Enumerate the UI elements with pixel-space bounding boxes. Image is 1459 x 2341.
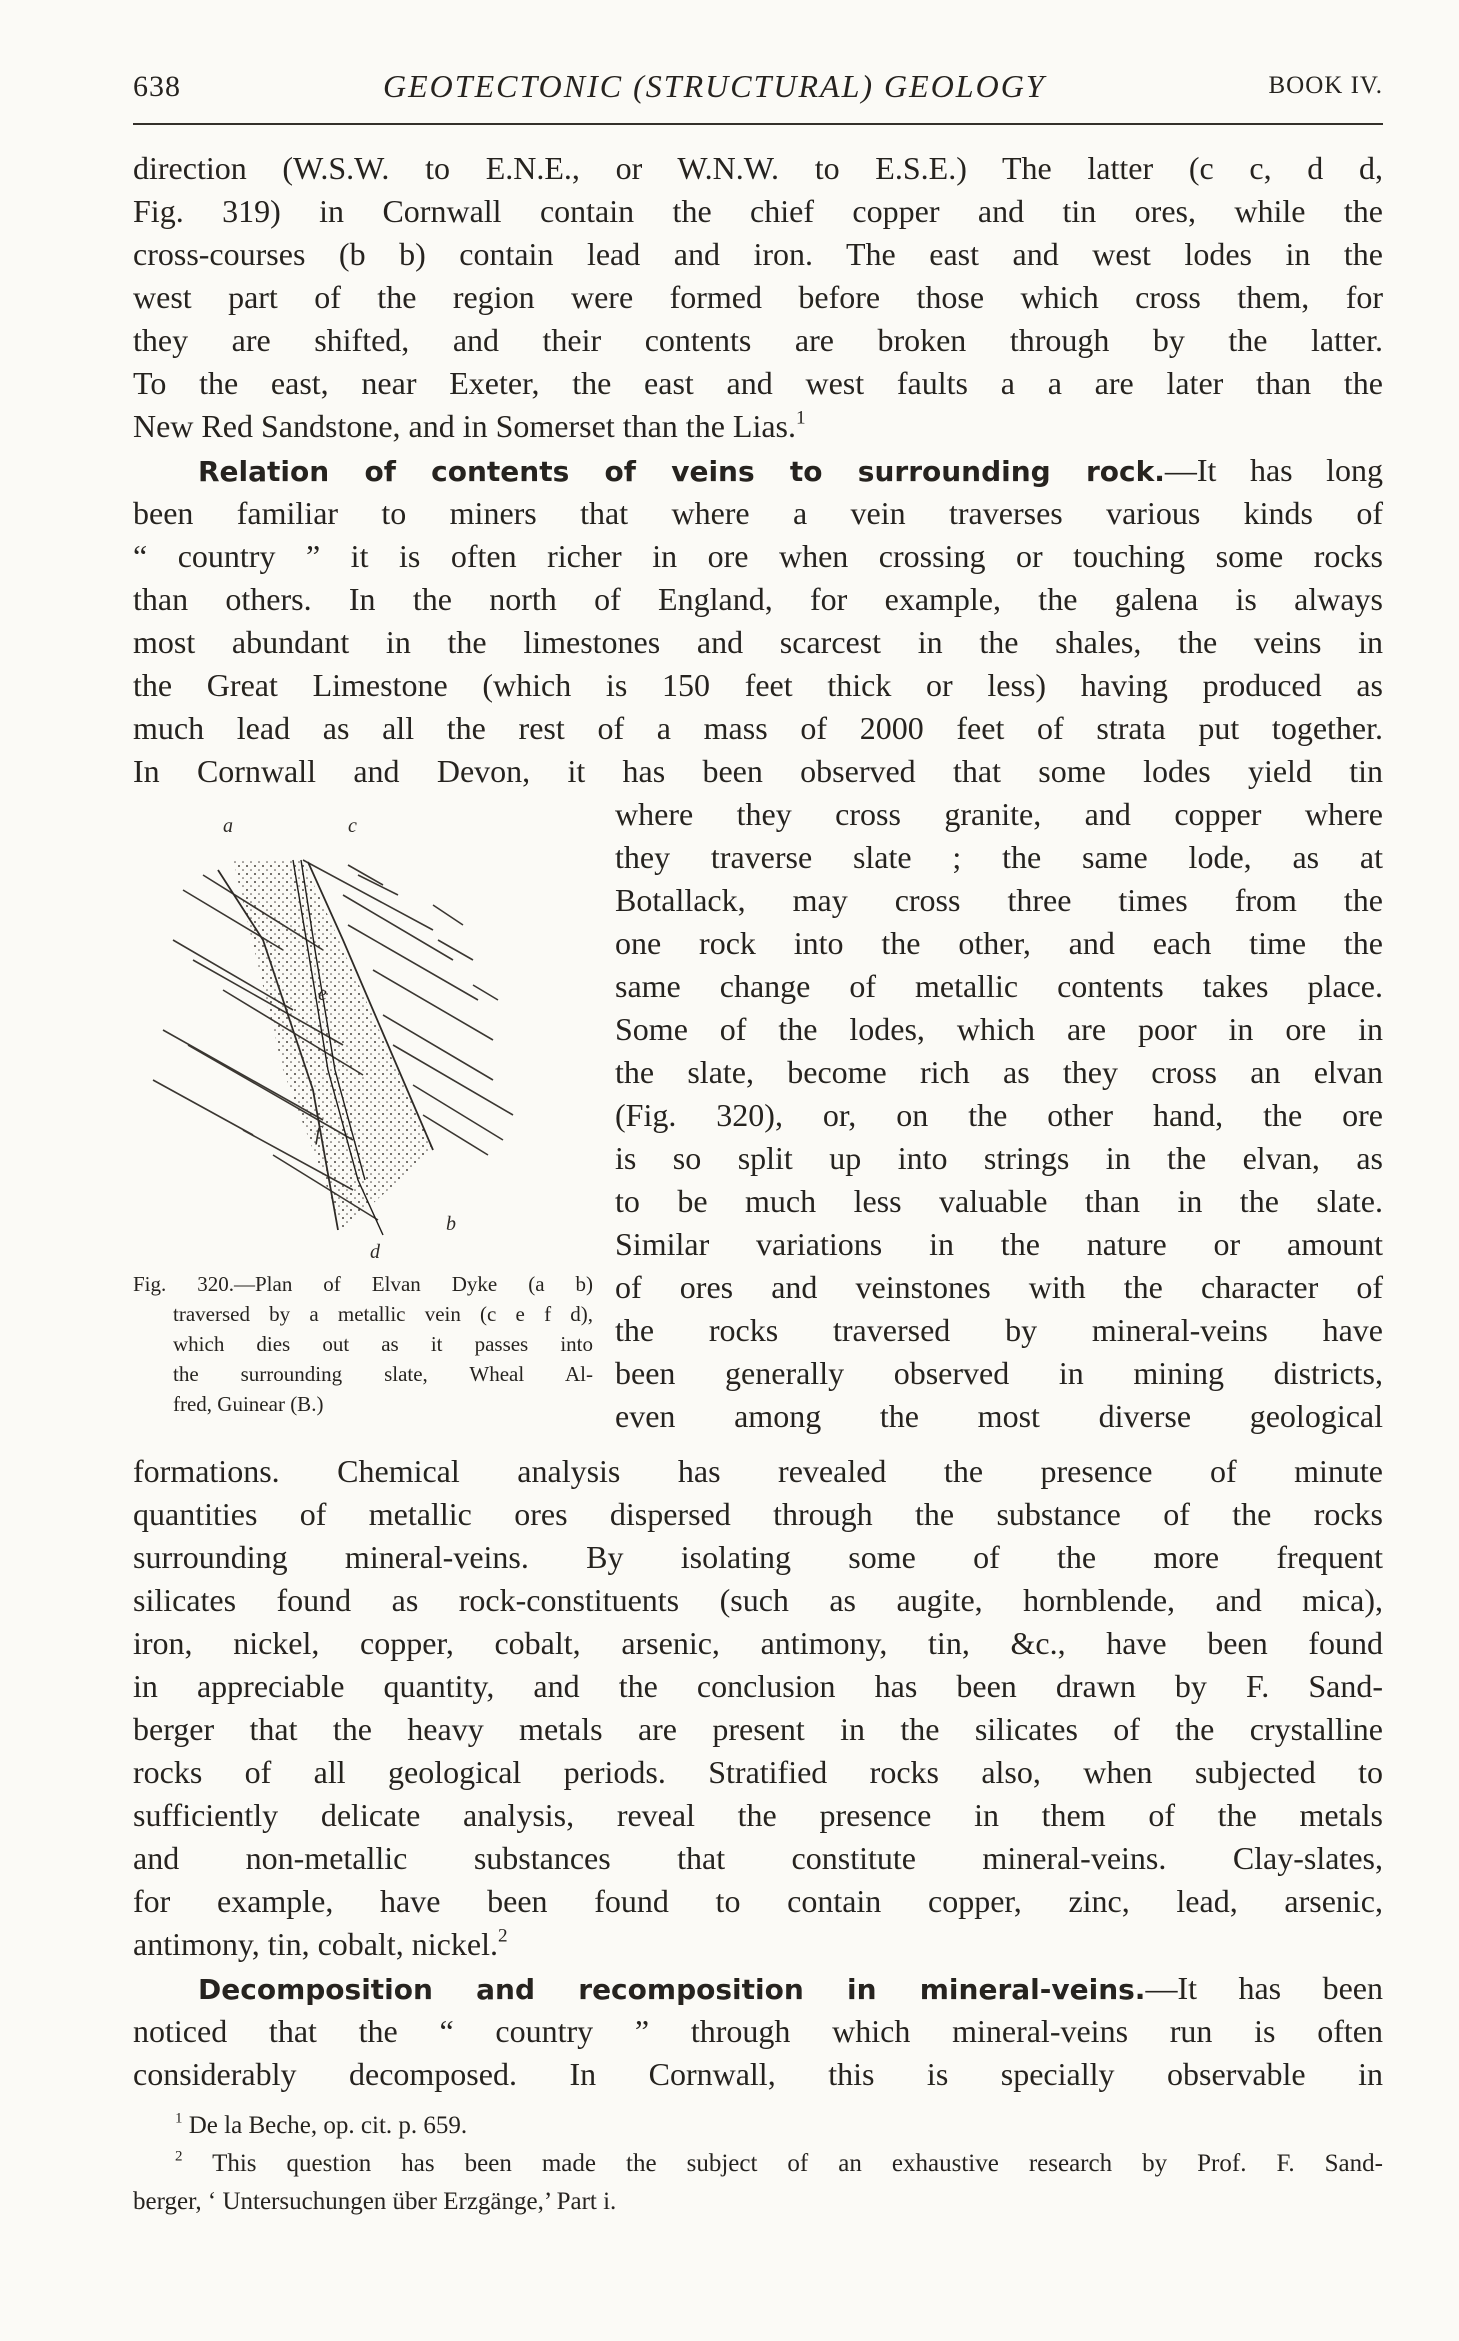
text-line: in appreciable quantity, and the conclusion has been drawn by F. Sand-: [133, 1668, 1383, 1704]
text-line: silicates found as rock-constituents (such as augite, hornblende, and mica),: [133, 1582, 1383, 1618]
text-line: been generally observed in mining districts,: [615, 1355, 1383, 1391]
section-heading: Decomposition and recomposition in mineral-veins.: [198, 1973, 1146, 2006]
text-line: antimony, tin, cobalt, nickel.$^2$: [133, 1925, 508, 1962]
text-line: “ country ” it is often richer in ore when crossing or touching some rocks: [133, 538, 1383, 574]
text-line: noticed that the “ country ” through which mineral-veins run is often: [133, 2013, 1383, 2049]
text-line: considerably decomposed. In Cornwall, this is specially observable in: [133, 2056, 1383, 2092]
header-rule: [133, 123, 1383, 125]
caption-line: traversed by a metallic vein (c e f d),: [173, 1302, 593, 1326]
footnote-2: $^2$ This question has been made the subject of an exhaustive research by Prof. F. Sand-: [175, 2148, 1383, 2177]
text-line: berger that the heavy metals are present in the silicates of the crystalline: [133, 1711, 1383, 1747]
footnote-ref: 2: [497, 1925, 508, 1947]
text-line: rocks of all geological periods. Stratified rocks also, when subjected to: [133, 1754, 1383, 1790]
elvan-dyke-diagram: [133, 800, 593, 1265]
footnote-2-cont: berger, ‘ Untersuchungen über Erzgänge,’ Part i.: [133, 2188, 617, 2215]
label-f: f: [315, 1123, 321, 1145]
text-line: where they cross granite, and copper where: [615, 796, 1383, 832]
text-line: Some of the lodes, which are poor in ore in: [615, 1011, 1383, 1047]
text-line: of ores and veinstones with the character of: [615, 1269, 1383, 1305]
text-line: Botallack, may cross three times from the: [615, 882, 1383, 918]
text-line: even among the most diverse geological: [615, 1398, 1383, 1434]
text-line: Fig. 319) in Cornwall contain the chief copper and tin ores, while the: [133, 193, 1383, 229]
text-line: most abundant in the limestones and scarcest in the shales, the veins in: [133, 624, 1383, 660]
label-a: a: [223, 815, 233, 837]
text-line: cross-courses (b b) contain lead and iron. The east and west lodes in the: [133, 236, 1383, 272]
page-number: 638: [133, 70, 181, 103]
text-line: west part of the region were formed before those which cross them, for: [133, 279, 1383, 315]
text-line: much lead as all the rest of a mass of 2000 feet of strata put together.: [133, 710, 1383, 746]
footnote-ref: 1: [795, 407, 806, 429]
text-line: they traverse slate ; the same lode, as at: [615, 839, 1383, 875]
text-line: In Cornwall and Devon, it has been observed that some lodes yield tin: [133, 753, 1383, 789]
elvan-dyke-band: [233, 860, 433, 1230]
text-line: for example, have been found to contain copper, zinc, lead, arsenic,: [133, 1883, 1383, 1919]
caption-line: fred, Guinear (B.): [173, 1392, 324, 1416]
text-line: New Red Sandstone, and in Somerset than the Lias.$^1$: [133, 407, 806, 444]
running-header: [133, 62, 1383, 112]
section-line: Decomposition and recomposition in mineral-veins.—It has been: [198, 1970, 1383, 2006]
text-line: (Fig. 320), or, on the other hand, the ore: [615, 1097, 1383, 1133]
book-label: BOOK IV.: [1268, 72, 1383, 99]
label-d: d: [370, 1241, 380, 1263]
text-line: iron, nickel, copper, cobalt, arsenic, antimony, tin, &c., have been found: [133, 1625, 1383, 1661]
text-line: same change of metallic contents takes place.: [615, 968, 1383, 1004]
text-line: direction (W.S.W. to E.N.E., or W.N.W. to E.S.E.) The latter (c c, d d,: [133, 150, 1383, 186]
text-line: quantities of metallic ores dispersed through the substance of the rocks: [133, 1496, 1383, 1532]
text-line: To the east, near Exeter, the east and west faults a a are later than the: [133, 365, 1383, 401]
text-line: they are shifted, and their contents are broken through by the latter.: [133, 322, 1383, 358]
text-line: sufficiently delicate analysis, reveal the presence in them of the metals: [133, 1797, 1383, 1833]
text-line: is so split up into strings in the elvan, as: [615, 1140, 1383, 1176]
label-b: b: [446, 1213, 456, 1235]
label-c: c: [348, 815, 357, 837]
text-line: formations. Chemical analysis has revealed the presence of minute: [133, 1453, 1383, 1489]
text-line: to be much less valuable than in the slate.: [615, 1183, 1383, 1219]
footnote-1: $^1$ De la Beche, op. cit. p. 659.: [175, 2110, 468, 2139]
section-heading: Relation of contents of veins to surrounding rock.: [198, 455, 1165, 488]
text-line: one rock into the other, and each time the: [615, 925, 1383, 961]
text-line: the rocks traversed by mineral-veins have: [615, 1312, 1383, 1348]
figure-320: [133, 800, 593, 1265]
text-line: Similar variations in the nature or amount: [615, 1226, 1383, 1262]
text-line: than others. In the north of England, for example, the galena is always: [133, 581, 1383, 617]
text-line: been familiar to miners that where a vein traverses various kinds of: [133, 495, 1383, 531]
text-line: the Great Limestone (which is 150 feet thick or less) having produced as: [133, 667, 1383, 703]
caption-line: the surrounding slate, Wheal Al-: [173, 1362, 593, 1386]
running-title: GEOTECTONIC (STRUCTURAL) GEOLOGY: [383, 68, 1046, 104]
text-line: surrounding mineral-veins. By isolating some of the more frequent: [133, 1539, 1383, 1575]
label-e: e: [318, 983, 327, 1005]
text-line: the slate, become rich as they cross an elvan: [615, 1054, 1383, 1090]
caption-line: which dies out as it passes into: [173, 1332, 593, 1356]
section-line: Relation of contents of veins to surrounding rock.—It has long: [198, 452, 1384, 488]
text-line: and non-metallic substances that constitute mineral-veins. Clay-slates,: [133, 1840, 1383, 1876]
caption-line: Fig. 320.—Plan of Elvan Dyke (a b): [133, 1272, 593, 1296]
